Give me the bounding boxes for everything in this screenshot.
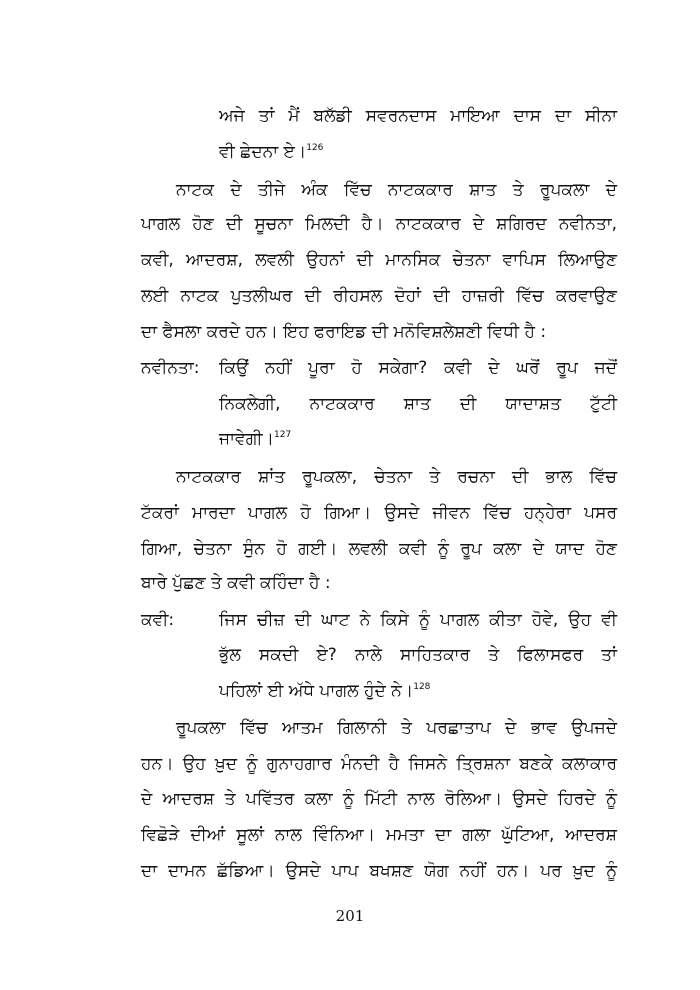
dialog-text: ਪਹਿਲਾਂ ਈ ਅੱਧੇ ਪਾਗਲ ਹੁੰਦੇ ਨੇ। [219, 681, 414, 701]
paragraph-line: ਲਈ ਨਾਟਕ ਪੁਤਲੀਘਰ ਦੀ ਰੀਹਸਲ ਦੋਹਾਂ ਦੀ ਹਾਜ਼ਰੀ ਵਿੱਚ ਕਰਵਾਉਣ [141, 286, 617, 306]
paragraph-line: ਪਾਗਲ ਹੋਣ ਦੀ ਸੂਚਨਾ ਮਿਲਦੀ ਹੈ। ਨਾਟਕਕਾਰ ਦੇ ਸ਼ਗਿਰਦ ਨਵੀਨਤਾ, [141, 214, 617, 234]
page-number: 201 [335, 907, 365, 925]
paragraph-line: ਨਾਟਕ ਦੇ ਤੀਜੇ ਅੰਕ ਵਿੱਚ ਨਾਟਕਕਾਰ ਸ਼ਾਤ ਤੇ ਰੂਪਕਲਾ ਦੇ [176, 180, 617, 200]
paragraph-line: ਹਨ। ਉਹ ਖ਼ੁਦ ਨੂੰ ਗੁਨਾਹਗਾਰ ਮੰਨਦੀ ਹੈ ਜਿਸਨੇ ਤ੍ਰਿਸ਼ਨਾ ਬਣਕੇ ਕਲਾਕਾਰ [141, 754, 617, 774]
dialog-line-last [219, 681, 617, 701]
paragraph-line: ਬਾਰੇ ਪੁੱਛਣ ਤੇ ਕਵੀ ਕਹਿੰਦਾ ਹੈ : [141, 573, 331, 593]
paragraph-line: ਰੂਪਕਲਾ ਵਿੱਚ ਆਤਮ ਗਿਲਾਨੀ ਤੇ ਪਰਛਾਤਾਪ ਦੇ ਭਾਵ ਉਪਜਦੇ [176, 718, 617, 738]
speaker-label: ਨਵੀਨਤਾ: [141, 358, 200, 378]
paragraph-line: ਕਵੀ, ਆਦਰਸ਼, ਲਵਲੀ ਉਹਨਾਂ ਦੀ ਮਾਨਸਿਕ ਚੇਤਨਾ ਵਾਪਿਸ ਲਿਆਉਣ [141, 250, 617, 270]
paragraph-line: ਗਿਆ, ਚੇਤਨਾ ਸੁੰਨ ਹੋ ਗਈ। ਲਵਲੀ ਕਵੀ ਨੂੰ ਰੂਪ ਕਲਾ ਦੇ ਯਾਦ ਹੋਣ [141, 539, 617, 559]
dialog-line-last [219, 429, 617, 449]
footnote-marker: 128 [413, 682, 431, 692]
dialog-line: ਜਿਸ ਚੀਜ਼ ਦੀ ਘਾਟ ਨੇ ਕਿਸੇ ਨੂੰ ਪਾਗਲ ਕੀਤਾ ਹੋਵੇ, ਉਹ ਵੀ [219, 610, 617, 630]
dialog-line: ਨਿਕਲੇਗੀ, ਨਾਟਕਕਾਰ ਸ਼ਾਤ ਦੀ ਯਾਦਾਸ਼ਤ ਟੁੱਟੀ [219, 394, 617, 414]
paragraph-line: ਨਾਟਕਕਾਰ ਸ਼ਾਂਤ ਰੂਪਕਲਾ, ਚੇਤਨਾ ਤੇ ਰਚਨਾ ਦੀ ਭਾਲ ਵਿੱਚ [176, 467, 617, 487]
quote-text: ਵੀ ਛੇਦਨਾ ਏ। [219, 142, 307, 162]
paragraph-line: ਦੇ ਆਦਰਸ਼ ਤੇ ਪਵਿੱਤਰ ਕਲਾ ਨੂੰ ਮਿੱਟੀ ਨਾਲ ਰੋਲਿਆ। ਉਸਦੇ ਹਿਰਦੇ ਨੂੰ [141, 789, 617, 809]
paragraph-line: ਦਾ ਫੈਸਲਾ ਕਰਦੇ ਹਨ। ਇਹ ਫਰਾਇਡ ਦੀ ਮਨੋਵਿਸ਼ਲੇਸ਼ਣੀ ਵਿਧੀ ਹੈ : [141, 322, 547, 342]
footnote-marker: 126 [306, 143, 324, 153]
paragraph-line: ਦਾ ਦਾਮਨ ਛੱਡਿਆ। ਉਸਦੇ ਪਾਪ ਬਖਸ਼ਣ ਯੋਗ ਨਹੀਂ ਹਨ। ਪਰ ਖ਼ੁਦ ਨੂੰ [141, 861, 617, 881]
paragraph-line: ਟੱਕਰਾਂ ਮਾਰਦਾ ਪਾਗਲ ਹੋ ਗਿਆ। ਉਸਦੇ ਜੀਵਨ ਵਿੱਚ ਹਨ੍ਹੇਰਾ ਪਸਰ [141, 503, 617, 523]
dialog-text: ਜਾਵੇਗੀ। [219, 429, 275, 449]
paragraph-line: ਵਿਛੋੜੇ ਦੀਆਂ ਸੂਲਾਂ ਨਾਲ ਵਿੰਨਿਆ। ਮਮਤਾ ਦਾ ਗਲਾ ਘੁੱਟਿਆ, ਆਦਰਸ਼ [141, 825, 617, 845]
quote-line-last [219, 142, 617, 162]
footnote-marker: 127 [274, 430, 292, 440]
speaker-label: ਕਵੀ: [141, 610, 175, 630]
dialog-line: ਭੁੱਲ ਸਕਦੀ ਏ? ਨਾਲੇ ਸਾਹਿਤਕਾਰ ਤੇ ਫਿਲਾਸਫਰ ਤਾਂ [219, 645, 617, 665]
quote-line: ਅਜੇ ਤਾਂ ਮੈਂ ਬਲੱਡੀ ਸਵਰਨਦਾਸ ਮਾਇਆ ਦਾਸ ਦਾ ਸੀਨਾ [219, 106, 617, 126]
dialog-line: ਕਿਉਂ ਨਹੀਂ ਪੂਰਾ ਹੋ ਸਕੇਗਾ? ਕਵੀ ਦੇ ਘਰੋਂ ਰੂਪ ਜਦੋਂ [219, 358, 617, 378]
